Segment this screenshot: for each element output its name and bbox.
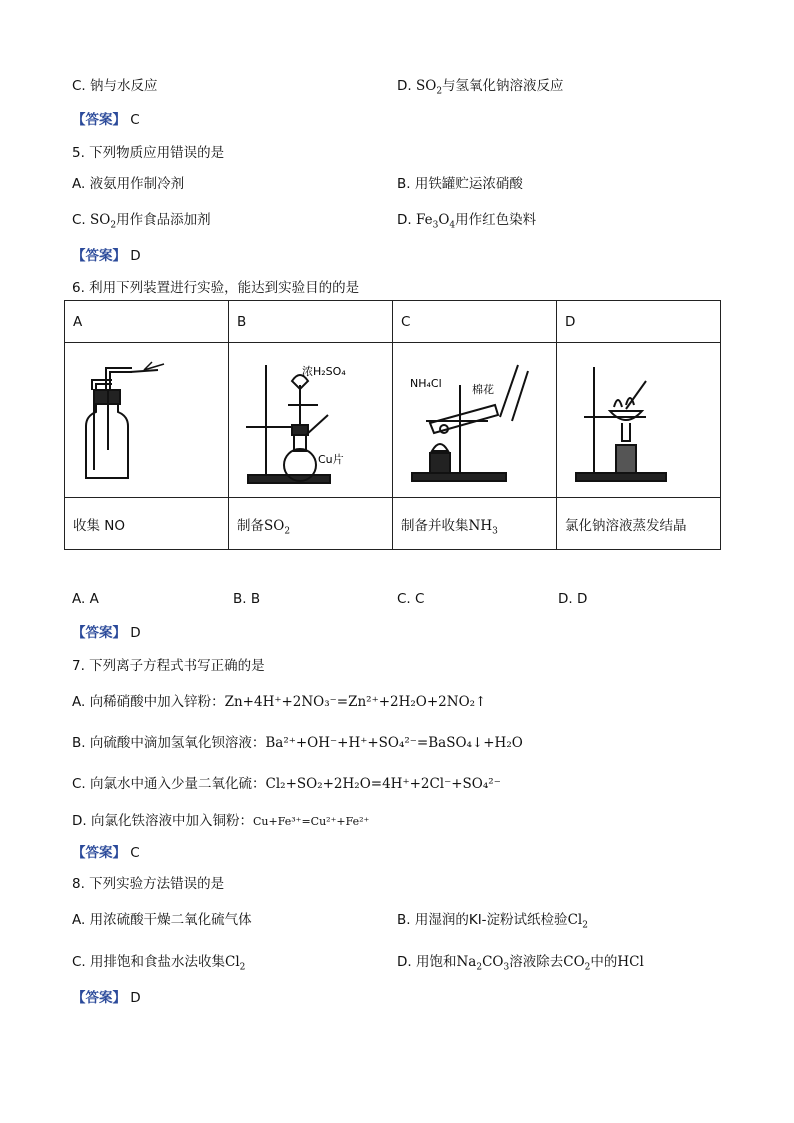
- label-conc-h2so4: 浓H₂SO₄: [301, 365, 346, 378]
- q6-header-b: B: [229, 301, 393, 343]
- q6-choice-b: B. B: [233, 591, 261, 607]
- q5-stem: 5. 下列物质应用错误的是: [72, 145, 225, 161]
- q6-image-c: [393, 343, 557, 498]
- q6-image-a: [65, 343, 229, 498]
- q4-answer: 【答案】 C: [72, 112, 140, 128]
- q6-choice-a: A. A: [72, 591, 99, 607]
- q6-caption-a: 收集 NO: [65, 498, 229, 550]
- q6-image-d: [557, 343, 721, 498]
- gas-collection-bottle-icon: [72, 350, 222, 490]
- heated-tube-icon: [400, 345, 550, 495]
- q4-option-d: D. $SO_2$与氢氧化钠溶液反应: [397, 78, 564, 97]
- q6-header-d: D: [557, 301, 721, 343]
- q7-option-b: B. 向硫酸中滴加氢氧化钡溶液：Ba²⁺+OH⁻+H⁺+SO₄²⁻=BaSO₄↓+H₂O: [72, 735, 523, 751]
- q7-stem: 7. 下列离子方程式书写正确的是: [72, 658, 265, 674]
- q4-option-c: C. 钠与水反应: [72, 78, 158, 94]
- q6-header-a: A: [65, 301, 229, 343]
- distillation-flask-icon: [236, 345, 386, 495]
- q8-option-c: C. 用排饱和食盐水法收集$Cl_2$: [72, 954, 246, 973]
- q6-caption-c: 制备并收集$NH_3$: [393, 498, 557, 550]
- q5-option-a: A. 液氨用作制冷剂: [72, 176, 185, 192]
- q6-answer: 【答案】 D: [72, 625, 141, 641]
- q7-option-a: A. 向稀硝酸中加入锌粉：Zn+4H⁺+2NO₃⁻=Zn²⁺+2H₂O+2NO₂↑: [72, 694, 487, 710]
- q8-stem: 8. 下列实验方法错误的是: [72, 876, 225, 892]
- q5-option-c: C. $SO_2$用作食品添加剂: [72, 212, 211, 231]
- q8-option-a: A. 用浓硫酸干燥二氧化硫气体: [72, 912, 252, 928]
- q5-option-d: D. $Fe_3O_4$用作红色染料: [397, 212, 537, 231]
- q7-option-c: C. 向氯水中通入少量二氧化硫：Cl₂+SO₂+2H₂O=4H⁺+2Cl⁻+SO₄²⁻: [72, 776, 501, 792]
- q6-header-c: C: [393, 301, 557, 343]
- q6-choice-d: D. D: [558, 591, 588, 607]
- q8-option-b: B. 用湿润的KI-淀粉试纸检验$Cl_2$: [397, 912, 588, 931]
- label-cu-sheet: Cu片: [317, 453, 344, 466]
- q6-image-b: [229, 343, 393, 498]
- evaporating-dish-icon: [564, 345, 714, 495]
- q6-stem: 6. 利用下列装置进行实验，能达到实验目的的是: [72, 280, 360, 296]
- q8-option-d: D. 用饱和$Na_2CO_3$溶液除去$CO_2$中的HCl: [397, 954, 644, 973]
- q8-answer: 【答案】 D: [72, 990, 141, 1006]
- q7-option-d: D. 向氯化铁溶液中加入铜粉：Cu+Fe³⁺=Cu²⁺+Fe²⁺: [72, 813, 370, 829]
- q5-option-b: B. 用铁罐贮运浓硝酸: [397, 176, 523, 192]
- q6-apparatus-table: [64, 300, 721, 550]
- q6-caption-b: 制备$SO_2$: [229, 498, 393, 550]
- label-nh4cl: NH₄Cl: [409, 377, 442, 390]
- q5-answer: 【答案】 D: [72, 248, 141, 264]
- q7-answer: 【答案】 C: [72, 845, 140, 861]
- label-cotton: 棉花: [471, 383, 494, 396]
- q6-choice-c: C. C: [397, 591, 425, 607]
- q6-caption-d: 氯化钠溶液蒸发结晶: [557, 498, 721, 550]
